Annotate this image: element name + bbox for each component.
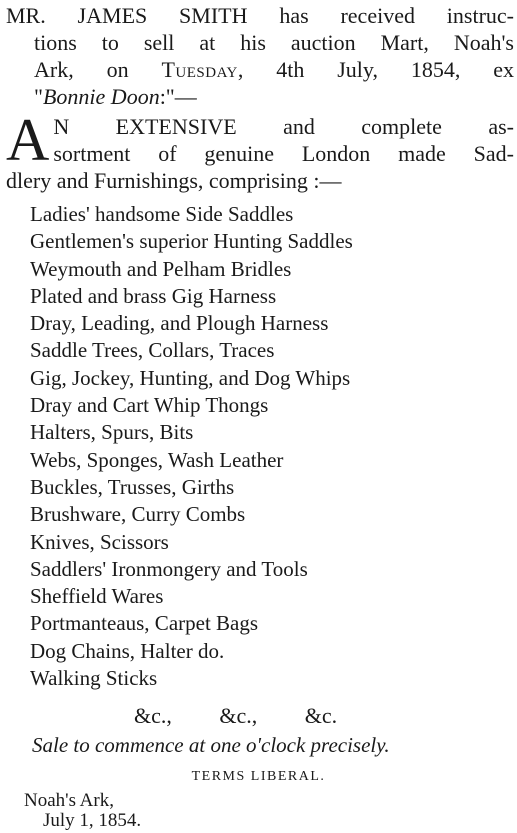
list-item: Dray, Leading, and Plough Harness — [30, 311, 329, 336]
list-item: Saddle Trees, Collars, Traces — [30, 338, 275, 363]
list-item: Knives, Scissors — [30, 529, 169, 554]
header-line-3 — [6, 56, 514, 83]
intro-line-2: sortment of genuine London made Sad- — [53, 141, 514, 166]
list-item: Saddlers' Ironmongery and Tools — [30, 556, 308, 581]
list-item: Dog Chains, Halter do. — [30, 638, 225, 663]
quote-open: " — [34, 84, 43, 109]
list-item: Halters, Spurs, Bits — [30, 420, 194, 445]
header-line-2: tions to sell at his auction Mart, Noah's — [34, 30, 514, 55]
etc-mark: &c. — [304, 703, 338, 728]
list-item: Weymouth and Pelham Bridles — [30, 256, 292, 281]
list-item: Brushware, Curry Combs — [30, 502, 246, 527]
list-item: Plated and brass Gig Harness — [30, 283, 277, 308]
drop-cap: A — [6, 107, 50, 173]
intro-line-3: dlery and Furnishings, comprising :— — [6, 168, 342, 193]
list-item: Gig, Jockey, Hunting, and Dog Whips — [30, 365, 351, 390]
header-line-1: MR. JAMES SMITH has received instruc- — [6, 3, 514, 28]
list-item: Gentlemen's superior Hunting Saddles — [30, 229, 353, 254]
intro-line-1: N EXTENSIVE and complete as- — [53, 114, 514, 139]
list-item: Ladies' handsome Side Saddles — [30, 202, 294, 226]
list-item: Portmanteaus, Carpet Bags — [30, 611, 259, 636]
auction-notice-header — [6, 2, 514, 110]
list-item: Walking Sticks — [30, 666, 158, 691]
signature-place: Noah's Ark, — [24, 790, 114, 811]
etc-mark: &c., — [219, 703, 258, 728]
sale-time-note: Sale to commence at one o'clock precisely. — [32, 733, 390, 757]
header-line-3-prefix: Ark, on — [34, 57, 162, 82]
quote-close: :"— — [159, 84, 197, 109]
list-item: Sheffield Wares — [30, 584, 164, 609]
header-line-4 — [6, 83, 514, 110]
sale-date: , 4th July, 1854, ex — [237, 57, 514, 82]
list-item: Dray and Cart Whip Thongs — [30, 393, 269, 418]
list-item: Buckles, Trusses, Girths — [30, 474, 235, 499]
signature-date: July 1, 1854. — [43, 810, 142, 831]
list-item: Webs, Sponges, Wash Leather — [30, 447, 284, 472]
etc-mark: &c., — [134, 703, 172, 728]
ship-name: Bonnie Doon — [42, 84, 160, 109]
sale-day: Tuesday — [161, 57, 238, 82]
assortment-intro — [6, 107, 514, 194]
item-list — [30, 201, 500, 692]
etc-row — [134, 703, 379, 729]
terms-heading: TERMS LIBERAL. — [191, 769, 326, 784]
